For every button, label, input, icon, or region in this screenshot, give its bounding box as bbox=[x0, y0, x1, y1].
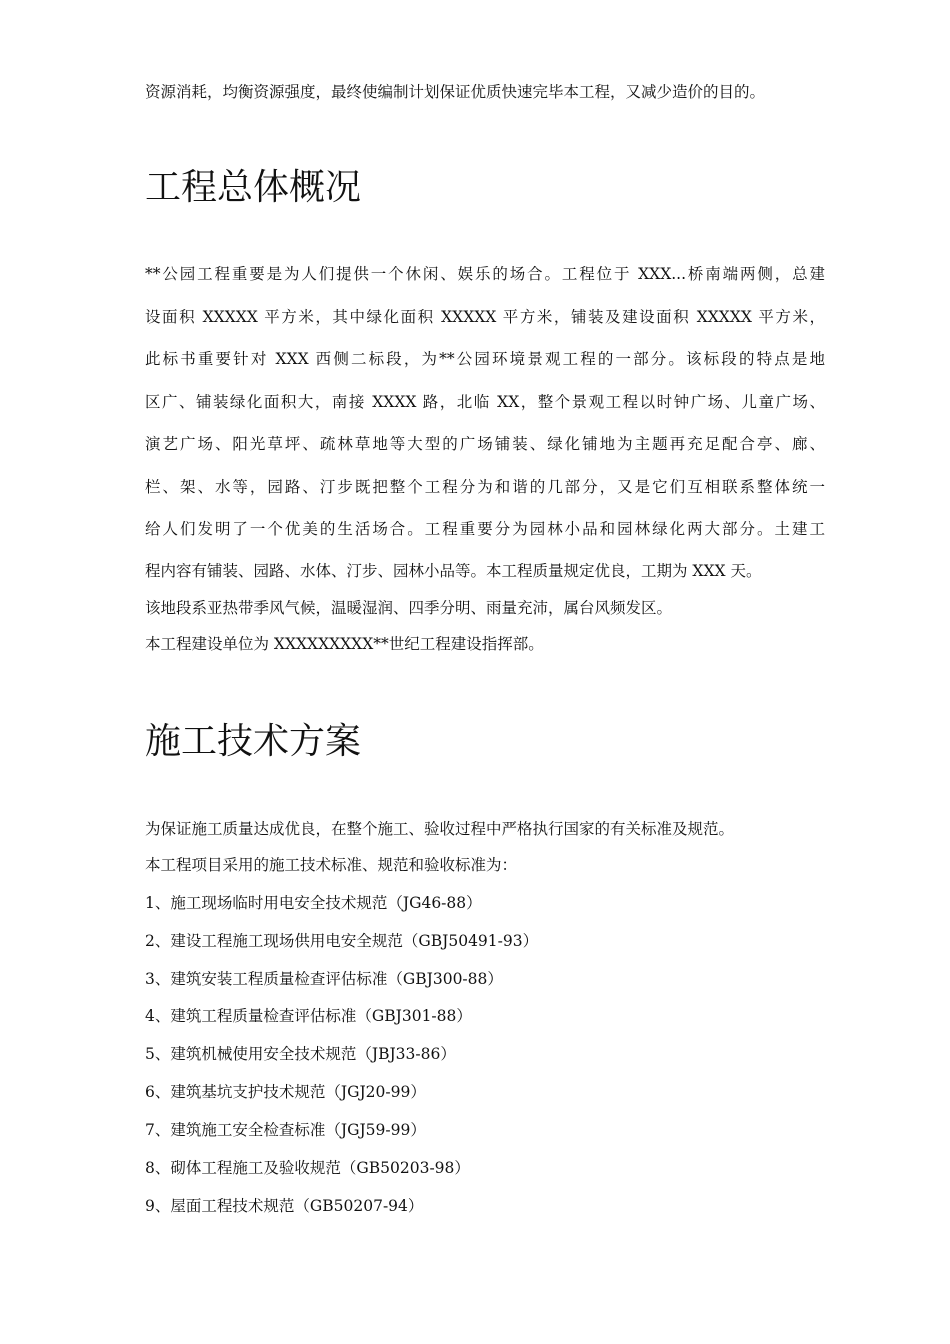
intro-tail-text: 资源消耗，均衡资源强度，最终使编制计划保证优质快速完毕本工程，又减少造价的目的。 bbox=[145, 83, 766, 101]
overview-line: 栏、架、水等，园路、汀步既把整个工程分为和谐的几部分，又是它们互相联系整体统一 bbox=[145, 478, 825, 496]
standard-list-item: 3、建筑安装工程质量检查评估标准（GBJ300-88） bbox=[145, 970, 503, 988]
owner-text: 本工程建设单位为 XXXXXXXXX**世纪工程建设指挥部。 bbox=[145, 635, 544, 653]
overview-line: 此标书重要针对 XXX 西侧二标段，为**公园环境景观工程的一部分。该标段的特点是地 bbox=[145, 350, 825, 368]
overview-line: 区广、铺装绿化面积大，南接 XXXX 路，北临 XX，整个景观工程以时钟广场、儿童广场、 bbox=[145, 393, 825, 411]
overview-line: **公园工程重要是为人们提供一个休闲、娱乐的场合。工程位于 XXX...桥南端两侧，总建 bbox=[145, 265, 825, 283]
overview-line: 设面积 XXXXX 平方米，其中绿化面积 XXXXX 平方米，铺装及建设面积 XXXXX 平方米， bbox=[145, 308, 825, 326]
standards-list-intro: 本工程项目采用的施工技术标准、规范和验收标准为： bbox=[145, 856, 518, 874]
standard-list-item: 2、建设工程施工现场供用电安全规范（GBJ50491-93） bbox=[145, 932, 539, 950]
climate-text: 该地段系亚热带季风气候，温暖湿润、四季分明、雨量充沛，属台风频发区。 bbox=[145, 599, 673, 617]
technical-intro-text: 为保证施工质量达成优良，在整个施工、验收过程中严格执行国家的有关标准及规范。 bbox=[145, 820, 735, 838]
standard-list-item: 8、砌体工程施工及验收规范（GB50203-98） bbox=[145, 1159, 470, 1177]
standard-list-item: 9、屋面工程技术规范（GB50207-94） bbox=[145, 1197, 424, 1215]
section-heading-overview: 工程总体概况 bbox=[145, 167, 362, 208]
section-heading-technical-plan: 施工技术方案 bbox=[145, 721, 362, 762]
overview-line: 程内容有铺装、园路、水体、汀步、园林小品等。本工程质量规定优良，工期为 XXX 天。 bbox=[145, 562, 762, 580]
standard-list-item: 4、建筑工程质量检查评估标准（GBJ301-88） bbox=[145, 1007, 472, 1025]
overview-line: 给人们发明了一个优美的生活场合。工程重要分为园林小品和园林绿化两大部分。土建工 bbox=[145, 520, 825, 538]
standard-list-item: 5、建筑机械使用安全技术规范（JBJ33-86） bbox=[145, 1045, 456, 1063]
standard-list-item: 1、施工现场临时用电安全技术规范（JG46-88） bbox=[145, 894, 482, 912]
standard-list-item: 6、建筑基坑支护技术规范（JGJ20-99） bbox=[145, 1083, 426, 1101]
overview-line: 演艺广场、阳光草坪、疏林草地等大型的广场铺装、绿化铺地为主题再充足配合亭、廊、 bbox=[145, 435, 825, 453]
standard-list-item: 7、建筑施工安全检查标准（JGJ59-99） bbox=[145, 1121, 426, 1139]
